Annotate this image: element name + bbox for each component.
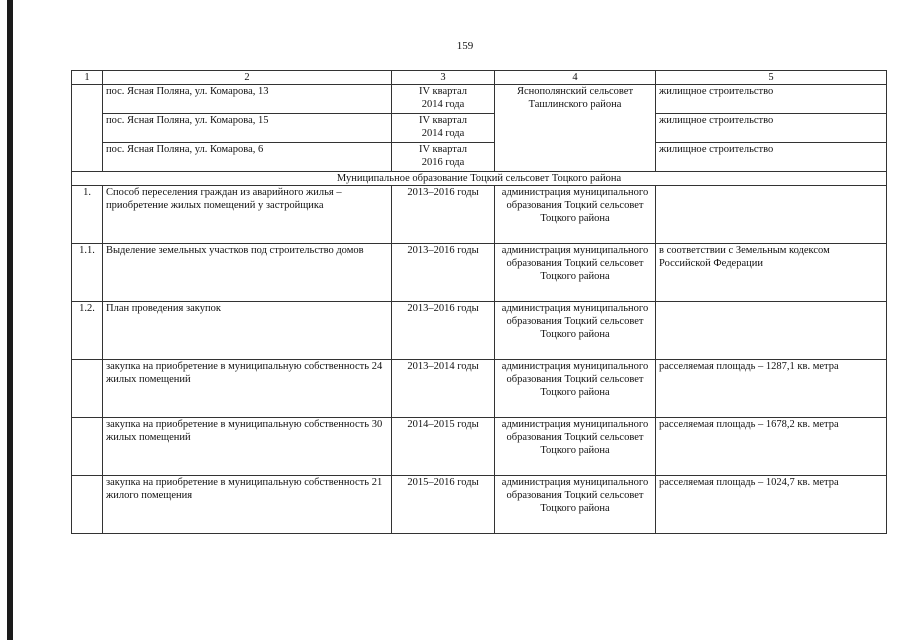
header-cell: 2 <box>103 71 392 85</box>
responsible-cell: администрация муниципального образования Тоцкий сельсовет Тоцкого района <box>495 244 656 302</box>
period-line: 2014 года <box>421 99 465 110</box>
purpose-cell: жилищное строительство <box>656 85 887 114</box>
num-cell: 1. <box>72 186 103 244</box>
period-cell: 2013–2016 годы <box>392 244 495 302</box>
table-row <box>72 85 887 114</box>
description-cell: закупка на приобретение в муниципальную собственность 21 жилого помещения <box>103 476 392 534</box>
note-cell: расселяемая площадь – 1678,2 кв. метра <box>656 418 887 476</box>
num-cell <box>72 476 103 534</box>
note-cell: расселяемая площадь – 1287,1 кв. метра <box>656 360 887 418</box>
num-cell <box>72 418 103 476</box>
period-cell: 2013–2016 годы <box>392 186 495 244</box>
responsible-cell: администрация муниципального образования Тоцкий сельсовет Тоцкого района <box>495 418 656 476</box>
address-cell: пос. Ясная Поляна, ул. Комарова, 15 <box>103 114 392 143</box>
table-row <box>72 302 887 360</box>
period-cell <box>392 85 495 114</box>
period-cell: 2013–2016 годы <box>392 302 495 360</box>
binding-edge <box>7 0 13 640</box>
description-cell: План проведения закупок <box>103 302 392 360</box>
description-cell: закупка на приобретение в муниципальную собственность 30 жилых помещений <box>103 418 392 476</box>
header-cell: 3 <box>392 71 495 85</box>
table-row <box>72 360 887 418</box>
responsible-cell: администрация муниципального образования Тоцкий сельсовет Тоцкого района <box>495 360 656 418</box>
period-cell: 2015–2016 годы <box>392 476 495 534</box>
period-line: 2016 года <box>421 157 465 168</box>
period-line: 2014 года <box>421 128 465 139</box>
description-cell: закупка на приобретение в муниципальную собственность 24 жилых помещений <box>103 360 392 418</box>
header-cell: 1 <box>72 71 103 85</box>
period-cell: 2013–2014 годы <box>392 360 495 418</box>
period-line: IV квартал <box>419 144 467 155</box>
responsible-cell: администрация муниципального образования Тоцкий сельсовет Тоцкого района <box>495 476 656 534</box>
header-row <box>72 71 887 85</box>
note-cell: в соответствии с Земельным кодексом Российской Федерации <box>656 244 887 302</box>
num-cell <box>72 85 103 172</box>
table-row <box>72 244 887 302</box>
description-cell: Выделение земельных участков под строительство домов <box>103 244 392 302</box>
responsible-cell: Яснополянский сельсовет Ташлинского района <box>495 85 656 172</box>
table-row <box>72 143 887 172</box>
period-cell <box>392 114 495 143</box>
address-cell: пос. Ясная Поляна, ул. Комарова, 6 <box>103 143 392 172</box>
table-row <box>72 476 887 534</box>
table-row <box>72 186 887 244</box>
note-cell <box>656 302 887 360</box>
note-cell: расселяемая площадь – 1024,7 кв. метра <box>656 476 887 534</box>
table-row <box>72 418 887 476</box>
purpose-cell: жилищное строительство <box>656 114 887 143</box>
page-number: 159 <box>456 40 474 52</box>
header-cell: 4 <box>495 71 656 85</box>
num-cell: 1.2. <box>72 302 103 360</box>
section-row <box>72 172 887 186</box>
table-row <box>72 114 887 143</box>
responsible-cell: администрация муниципального образования Тоцкий сельсовет Тоцкого района <box>495 302 656 360</box>
period-line: IV квартал <box>419 86 467 97</box>
header-cell: 5 <box>656 71 887 85</box>
program-table <box>71 70 887 534</box>
description-cell: Способ переселения граждан из аварийного жилья – приобретение жилых помещений у застройщика <box>103 186 392 244</box>
responsible-cell: администрация муниципального образования Тоцкий сельсовет Тоцкого района <box>495 186 656 244</box>
num-cell: 1.1. <box>72 244 103 302</box>
section-title: Муниципальное образование Тоцкий сельсовет Тоцкого района <box>72 172 887 186</box>
note-cell <box>656 186 887 244</box>
address-cell: пос. Ясная Поляна, ул. Комарова, 13 <box>103 85 392 114</box>
period-cell: 2014–2015 годы <box>392 418 495 476</box>
period-line: IV квартал <box>419 115 467 126</box>
period-cell <box>392 143 495 172</box>
num-cell <box>72 360 103 418</box>
purpose-cell: жилищное строительство <box>656 143 887 172</box>
